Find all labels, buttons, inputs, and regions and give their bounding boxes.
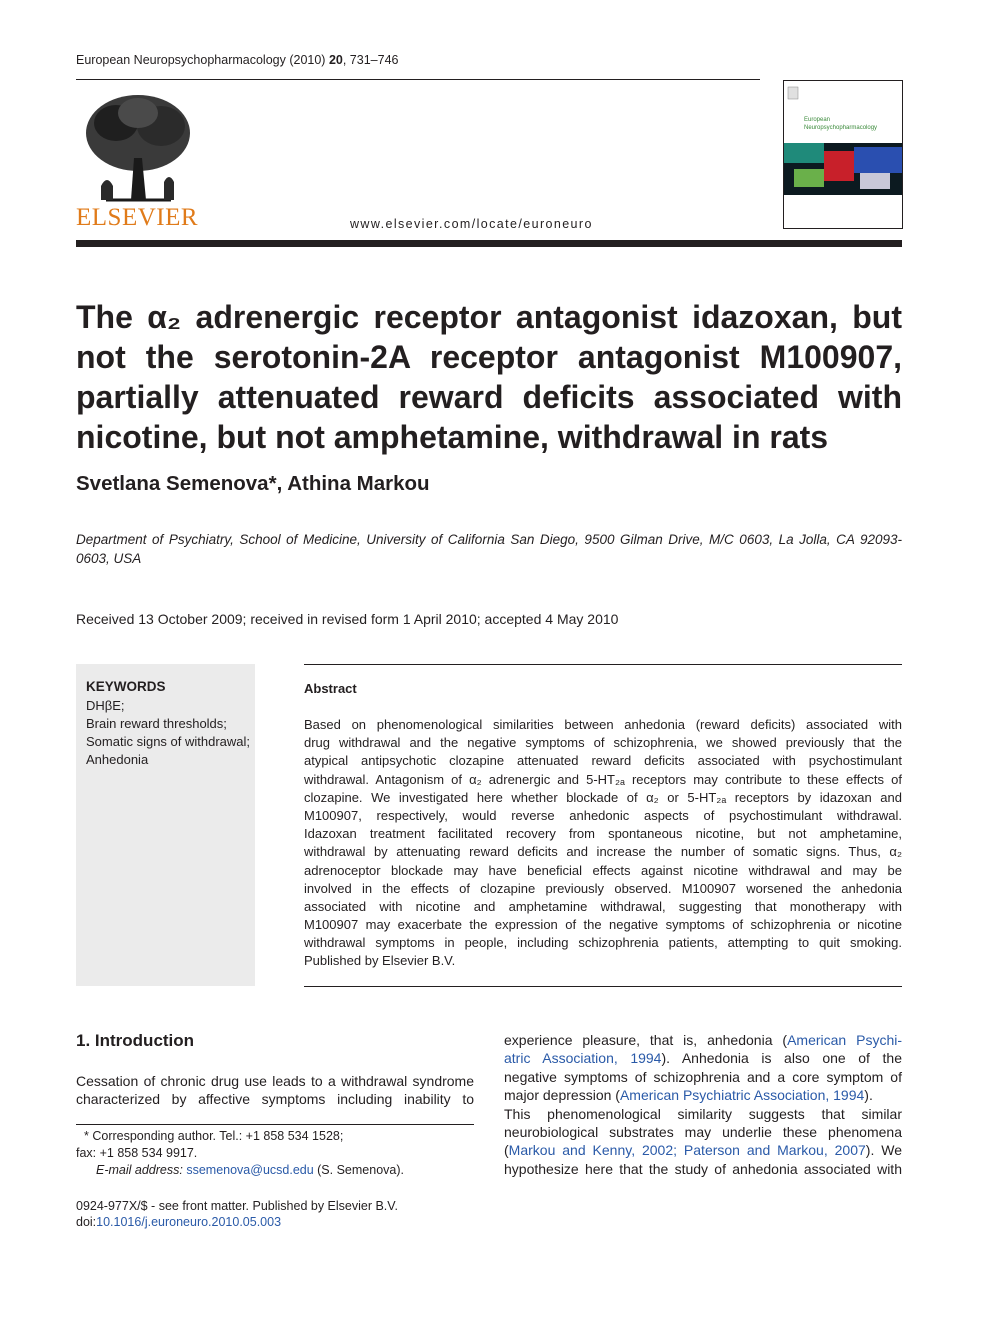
citation-link[interactable]: American Psychiatric Association, 1994	[619, 1087, 865, 1104]
journal-name: European Neuropsychopharmacology (2010)	[76, 53, 326, 67]
keyword-item: Somatic signs of withdrawal;	[86, 734, 251, 749]
body-line: This phenomenological similarity suggests that similar	[504, 1105, 902, 1122]
abstract-line: withdrawal symptoms in people, including schizophrenia patients, attempting to quit smoking.	[304, 935, 902, 951]
abstract-body	[304, 716, 902, 971]
journal-cover-image	[784, 81, 902, 228]
email-link[interactable]: ssemenova@ucsd.edu	[186, 1163, 314, 1177]
header-thick-divider	[76, 240, 902, 247]
keyword-item: Brain reward thresholds;	[86, 716, 227, 731]
body-column-right	[504, 1031, 902, 1178]
abstract-line: Published by Elsevier B.V.	[304, 953, 456, 969]
abstract-line: Idazoxan treatment facilitated recovery from spontaneous nicotine, but not amphetamine,	[304, 826, 902, 842]
body-text: ). We	[865, 1142, 902, 1159]
body-text: experience pleasure, that is, anhedonia (	[504, 1032, 788, 1048]
keyword-item: Anhedonia	[86, 752, 149, 767]
footnote-email	[96, 1162, 404, 1178]
cover-title-line-1: European	[804, 117, 831, 123]
elsevier-wordmark: ELSEVIER	[76, 204, 199, 231]
abstract-line: Based on phenomenological similarities between anhedonia (reward deficits) associated with	[304, 717, 902, 732]
abstract-line: M100907, respectively, would reverse anhedonic aspects of psychostimulant withdrawal.	[304, 807, 902, 823]
article-title	[76, 297, 902, 457]
title-line: The α₂ adrenergic receptor antagonist idazoxan, but	[76, 299, 902, 335]
keywords-heading: KEYWORDS	[86, 679, 166, 694]
body-column-left	[76, 1072, 474, 1109]
body-line	[504, 1141, 902, 1159]
title-line: not the serotonin-2A receptor antagonist M100907,	[76, 339, 902, 375]
journal-citation	[76, 53, 398, 67]
body-line: negative symptoms of schizophrenia and a core symptom of	[504, 1068, 902, 1085]
journal-cover-thumbnail	[783, 80, 903, 229]
abstract-heading: Abstract	[304, 681, 357, 696]
email-label: E-mail address:	[96, 1163, 183, 1177]
author-semenova[interactable]: Svetlana Semenova	[76, 472, 269, 495]
body-line: hypothesize here that the study of anhedonia associated with	[504, 1160, 902, 1177]
body-text: ).	[864, 1087, 873, 1104]
body-text: major depression (	[504, 1087, 620, 1104]
author-list	[76, 472, 430, 496]
citation-link[interactable]: atric Association, 1994	[504, 1050, 662, 1067]
abstract-line: drug withdrawal and the negative symptoms of schizophrenia, we showed previously that the	[304, 735, 902, 751]
abstract-line: involved in the effects of clozapine previously observed. M100907 worsened the anhedonia	[304, 880, 902, 896]
abstract-bottom-rule	[304, 986, 902, 987]
journal-url[interactable]: www.elsevier.com/locate/euroneuro	[350, 217, 593, 231]
abstract-line: atypical antipsychotic clozapine attenuated reward deficits associated with psychostimulant	[304, 753, 902, 769]
keyword-item: DHβE;	[86, 698, 125, 713]
body-line: Cessation of chronic drug use leads to a withdrawal syndrome	[76, 1073, 474, 1089]
citation-link[interactable]: American Psychi-	[787, 1032, 903, 1048]
journal-pages: , 731–746	[342, 53, 399, 67]
abstract-line: adrenoceptor blockade may have beneficial effects against nicotine withdrawal and may be	[304, 862, 902, 878]
author-separator: ,	[276, 472, 288, 495]
author-markou[interactable]: Athina Markou	[287, 472, 430, 495]
journal-volume: 20	[328, 53, 343, 67]
header-divider	[76, 79, 760, 80]
body-line: characterized by affective symptoms including inability to	[76, 1091, 474, 1108]
doi-link[interactable]: 10.1016/j.euroneuro.2010.05.003	[96, 1215, 282, 1229]
email-after: (S. Semenova).	[313, 1163, 404, 1177]
citation-link[interactable]: Markou and Kenny, 2002; Paterson and Markou, 2007	[508, 1142, 866, 1159]
received-dates: Received 13 October 2009; received in revised form 1 April 2010; accepted 4 May 2010	[76, 611, 619, 627]
section-heading-introduction: 1. Introduction	[76, 1031, 195, 1050]
title-line: nicotine, but not amphetamine, withdrawal in rats	[76, 419, 829, 455]
body-line: neurobiological substrates may underlie these phenomena	[504, 1123, 902, 1140]
body-line	[504, 1031, 902, 1049]
footnote-fax: fax: +1 858 534 9917.	[76, 1146, 198, 1160]
body-line	[504, 1049, 902, 1067]
title-line: partially attenuated reward deficits associated with	[76, 379, 902, 415]
abstract-line: associated with nicotine and amphetamine withdrawal, suggesting that monotherapy with	[304, 898, 902, 914]
cover-title-line-2: Neuropsychopharmacology	[804, 125, 878, 131]
affiliation: Department of Psychiatry, School of Medicine, University of California San Diego, 9500 Gilman Drive, M/C 0603, La Jolla, CA 92093-0603, USA	[76, 532, 902, 566]
abstract-line: withdrawal. Antagonism of α₂ adrenergic and 5-HT₂ₐ receptors may contribute to these effects of	[304, 771, 902, 787]
footnote-corresponding: * Corresponding author. Tel.: +1 858 534 1528;	[84, 1129, 344, 1143]
abstract-top-rule	[304, 664, 902, 665]
body-text: ). Anhedonia is also one of the	[661, 1050, 902, 1067]
abstract-line: withdrawal by attenuating reward deficits and increase the number of somatic signs. Thus, α₂	[304, 844, 902, 860]
body-text: (	[504, 1142, 509, 1159]
doi-label: doi:	[76, 1215, 97, 1229]
front-matter-doi	[76, 1215, 281, 1229]
body-line	[504, 1086, 902, 1104]
front-matter-issn: 0924-977X/$ - see front matter. Published by Elsevier B.V.	[76, 1199, 398, 1213]
footnote-rule	[76, 1124, 474, 1125]
abstract-line: clozapine. We investigated here whether blockade of α₂ or 5-HT₂ₐ receptors by idazoxan and	[304, 789, 902, 805]
corresponding-author-mark[interactable]: *	[268, 472, 277, 495]
abstract-line: M100907 may exacerbate the expression of the negative symptoms of schizophrenia or nicotine	[304, 917, 902, 933]
